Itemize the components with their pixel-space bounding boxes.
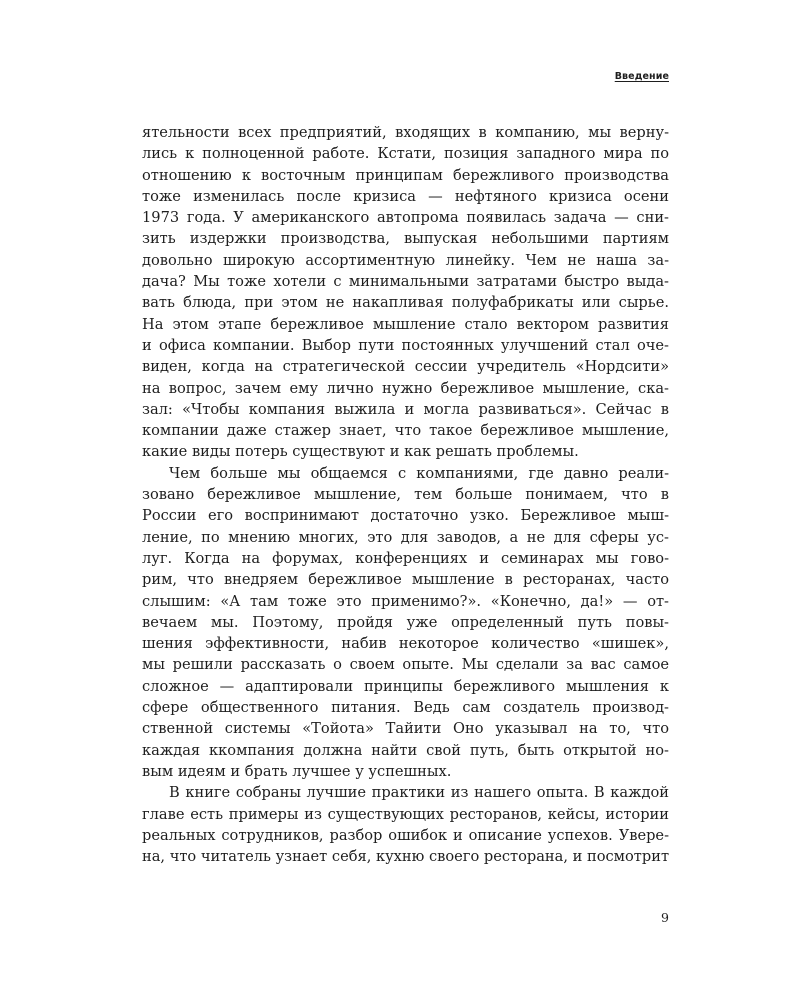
paragraph-1 [142,122,669,463]
text-line: ственной системы «Тойота» Тайити Оно указывал на то, что [142,720,669,738]
text-line: России его воспринимают достаточно узко. Бережливое мыш- [142,507,669,525]
text-line: слышим: «А там тоже это применимо?». «Конечно, да!» — от- [142,592,669,610]
paragraph-3 [142,782,669,867]
text-line: рим, что внедряем бережливое мышление в ресторанах, часто [142,571,669,589]
text-line: луг. Когда на форумах, конференциях и семинарах мы гово- [142,549,669,567]
text-line: на, что читатель узнает себя, кухню своего ресторана, и посмотрит [142,848,670,866]
text-line: дача? Мы тоже хотели с минимальными затратами быстро выда- [142,273,669,291]
text-line: зить издержки производства, выпуская небольшими партиям [142,230,669,248]
body-text [142,122,669,867]
text-line: виден, когда на стратегической сессии учредитель «Нордсити» [142,358,669,376]
text-line: и офиса компании. Выбор пути постоянных улучшений стал оче- [142,336,669,354]
text-line: ятельности всех предприятий, входящих в компанию, мы верну- [142,124,669,141]
text-line: довольно широкую ассортиментную линейку. Чем не наша за- [142,251,669,269]
running-head-title: Введение [614,71,669,82]
text-line: шения эффективности, набив некоторое количество «шишек», [142,635,669,653]
text-line: На этом этапе бережливое мышление стало вектором развития [142,315,669,333]
text-line: тоже изменилась после кризиса — нефтяного кризиса осени [142,187,669,205]
text-line: какие виды потерь существуют и как решать проблемы. [142,443,579,461]
text-line: сложное — адаптировали принципы бережливого мышления к [142,677,669,695]
text-line: вым идеям и брать лучшее у успешных. [142,762,452,780]
text-line: лись к полноценной работе. Кстати, позиция западного мира по [142,145,669,163]
text-line: Чем больше мы общаемся с компаниями, где давно реали- [169,464,669,482]
text-line: каждая ккомпания должна найти свой путь, быть открытой но- [142,741,669,759]
page-number: 9 [661,910,669,925]
text-line: вечаем мы. Поэтому, пройдя уже определенный путь повы- [142,613,669,631]
text-line: зал: «Чтобы компания выжила и могла развиваться». Сейчас в [142,400,669,418]
text-line: зовано бережливое мышление, тем больше понимаем, что в [142,486,669,504]
text-line: вать блюда, при этом не накапливая полуфабрикаты или сырье. [142,294,669,312]
text-line: В книге собраны лучшие практики из нашего опыта. В каждой [169,784,669,802]
text-line: 1973 года. У американского автопрома появилась задача — сни- [142,209,669,227]
paragraph-2 [142,463,669,782]
text-line: сфере общественного питания. Ведь сам создатель производ- [142,699,669,717]
text-line: главе есть примеры из существующих ресторанов, кейсы, истории [142,805,669,823]
text-line: реальных сотрудников, разбор ошибок и описание успехов. Увере- [142,826,669,844]
text-line: на вопрос, зачем ему лично нужно бережливое мышление, ска- [142,379,669,397]
text-line: мы решили рассказать о своем опыте. Мы сделали за вас самое [142,656,669,674]
text-line: компании даже стажер знает, что такое бережливое мышление, [142,422,669,440]
text-line: ление, по мнению многих, это для заводов, а не для сферы ус- [142,528,669,546]
text-line: отношению к восточным принципам бережливого производства [142,166,669,184]
